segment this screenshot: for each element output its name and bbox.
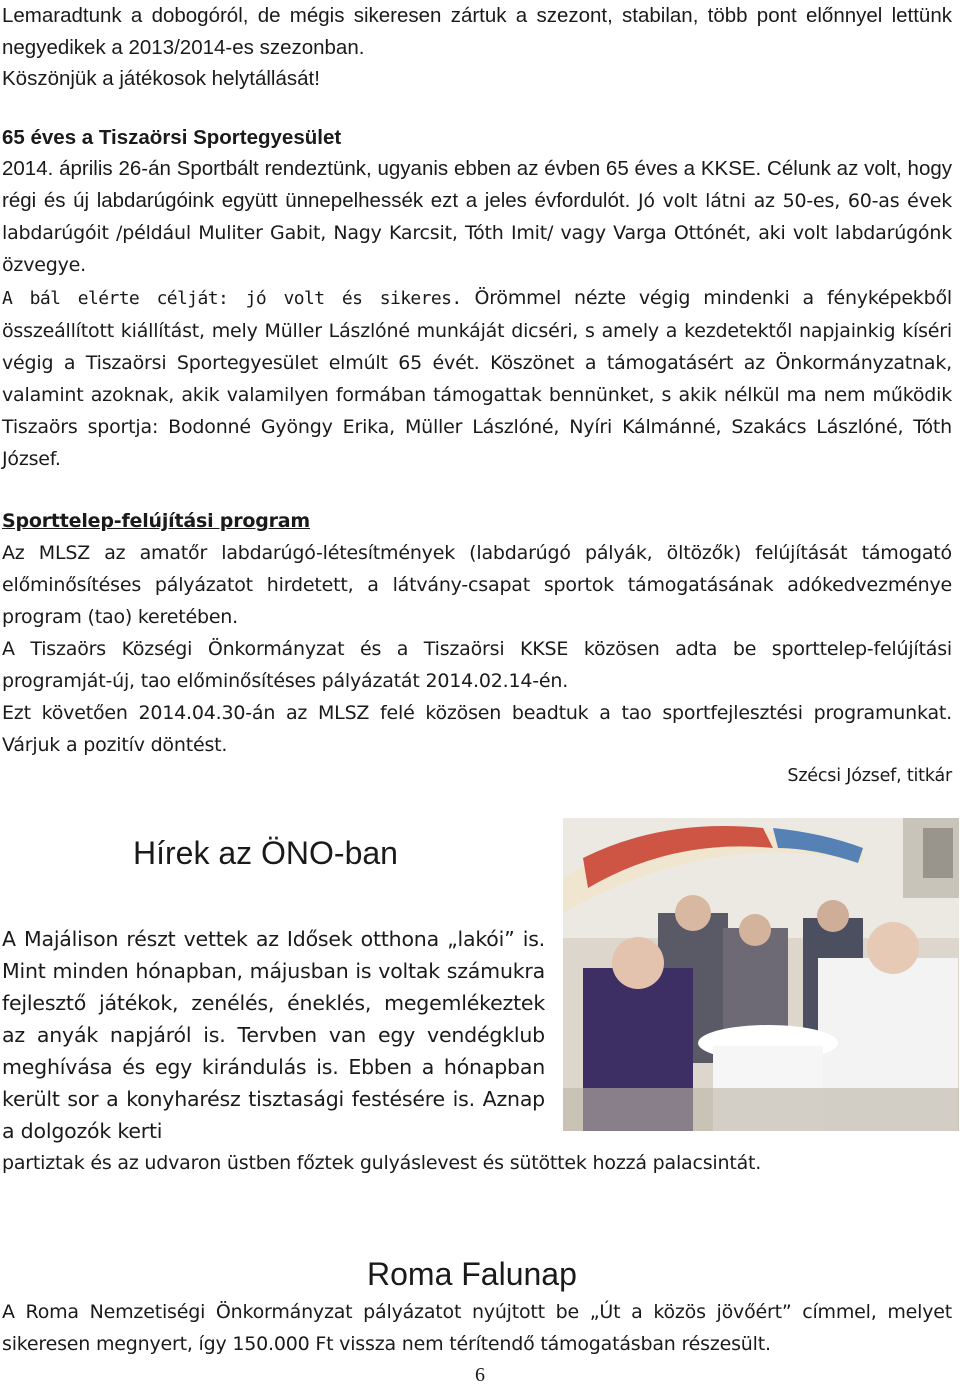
exhibition-text: Örömmel nézte végig mindenki a fényképekből összeállított kiállítást, mely Müller Lászlóné munkáját dicséri, s amely a kezdetektől napjainkig kíséri végig a Tiszaörsi Sportegyesület elmúlt 65 évét. Köszönet a támogatásért az Önkormányzatnak, valamint azoknak, akik valamilyen formában támogattak bennünket, s akik nélkül ma nem működik Tiszaörs sportja: Bodonné Gyöngy Erika, Müller Lászlóné, Nyíri Kálmánné, Szakács Lászlóné, Tóth József. (2, 287, 952, 470)
sporttelep-paragraph-2: A Tiszaörs Községi Önkormányzat és a Tiszaörsi KKSE közösen adta be sporttelep-felújítási programját-új, tao előminősítéses pályázatát 2014.02.14-én. (2, 638, 952, 692)
ono-paragraph-continued: partiztak és az udvaron üstben főztek gulyáslevest és sütöttek hozzá palacsintát. (2, 1152, 762, 1174)
photo-illustration (563, 818, 959, 1131)
section-heading-roma: Roma Falunap (367, 1256, 577, 1292)
anniversary-text-b: Jó volt látni az 50-es, 60-as évek labdarúgóit /például Muliter Gabit, Nagy Karcsit, Tóth Imit/ vagy Varga Ottónét, aki volt labdarúgónk özvegye. (2, 189, 953, 276)
intro-text: Lemaradtunk a dobogóról, de mégis sikeresen zártuk a szezont, stabilan, több pont előnnyel lettünk negyedikek a 2013/2014-es szezonban. (2, 4, 952, 59)
anniversary-text-a: 2014. április 26-án Sportbált rendeztünk, ugyanis ebben az évben 65 éves a KKSE. Célunk az volt, hogy régi és új labdarúgóink együtt ünnepelhessék ezt a jeles évfordulót. (2, 157, 952, 212)
section-heading-sporttelep: Sporttelep-felújítási program (2, 510, 311, 532)
elderly-home-photo (563, 818, 959, 1131)
thanks-text: Köszönjük a játékosok helytállását! (2, 67, 320, 90)
intro-paragraph (2, 0, 952, 95)
ono-paragraph: A Majálison részt vettek az Idősek otthona „lakói” is. Mint minden hónapban, májusban is voltak számukra fejlesztő játékok, zenélés, éneklés, megemlékeztek az anyák napjáról is. Tervben van egy vendégklub meghívása és egy kirándulás is. Ebben a hónapban került sor a konyharész tisztasági festésére is. Aznap a dolgozók kerti (2, 927, 545, 1143)
ball-text: A bál elérte célját: jó volt és sikeres. (2, 288, 462, 309)
anniversary-paragraph-2 (2, 282, 952, 475)
anniversary-paragraph-1 (2, 153, 952, 281)
sporttelep-paragraph-1: Az MLSZ az amatőr labdarúgó-létesítmények (labdarúgó pályák, öltözők) felújítását támogató előminősítéses pályázatot hirdetett, a látvány-csapat sportok támogatásának adókedvezménye program (tao) keretében. (2, 542, 952, 628)
section-heading-ono: Hírek az ÖNO-ban (133, 835, 398, 871)
signature: Szécsi József, titkár (787, 766, 952, 786)
section-heading-anniversary: 65 éves a Tiszaörsi Sportegyesület (2, 126, 342, 149)
sporttelep-paragraph-3: Ezt követően 2014.04.30-án az MLSZ felé közösen beadtuk a tao sportfejlesztési programunkat. Várjuk a pozitív döntést. (2, 702, 952, 756)
roma-paragraph: A Roma Nemzetiségi Önkormányzat pályázatot nyújtott be „Út a közös jövőért” címmel, melyet sikeresen megnyert, így 150.000 Ft vissza nem térítendő támogatásban részesült. (2, 1301, 952, 1355)
page-number: 6 (475, 1364, 485, 1386)
